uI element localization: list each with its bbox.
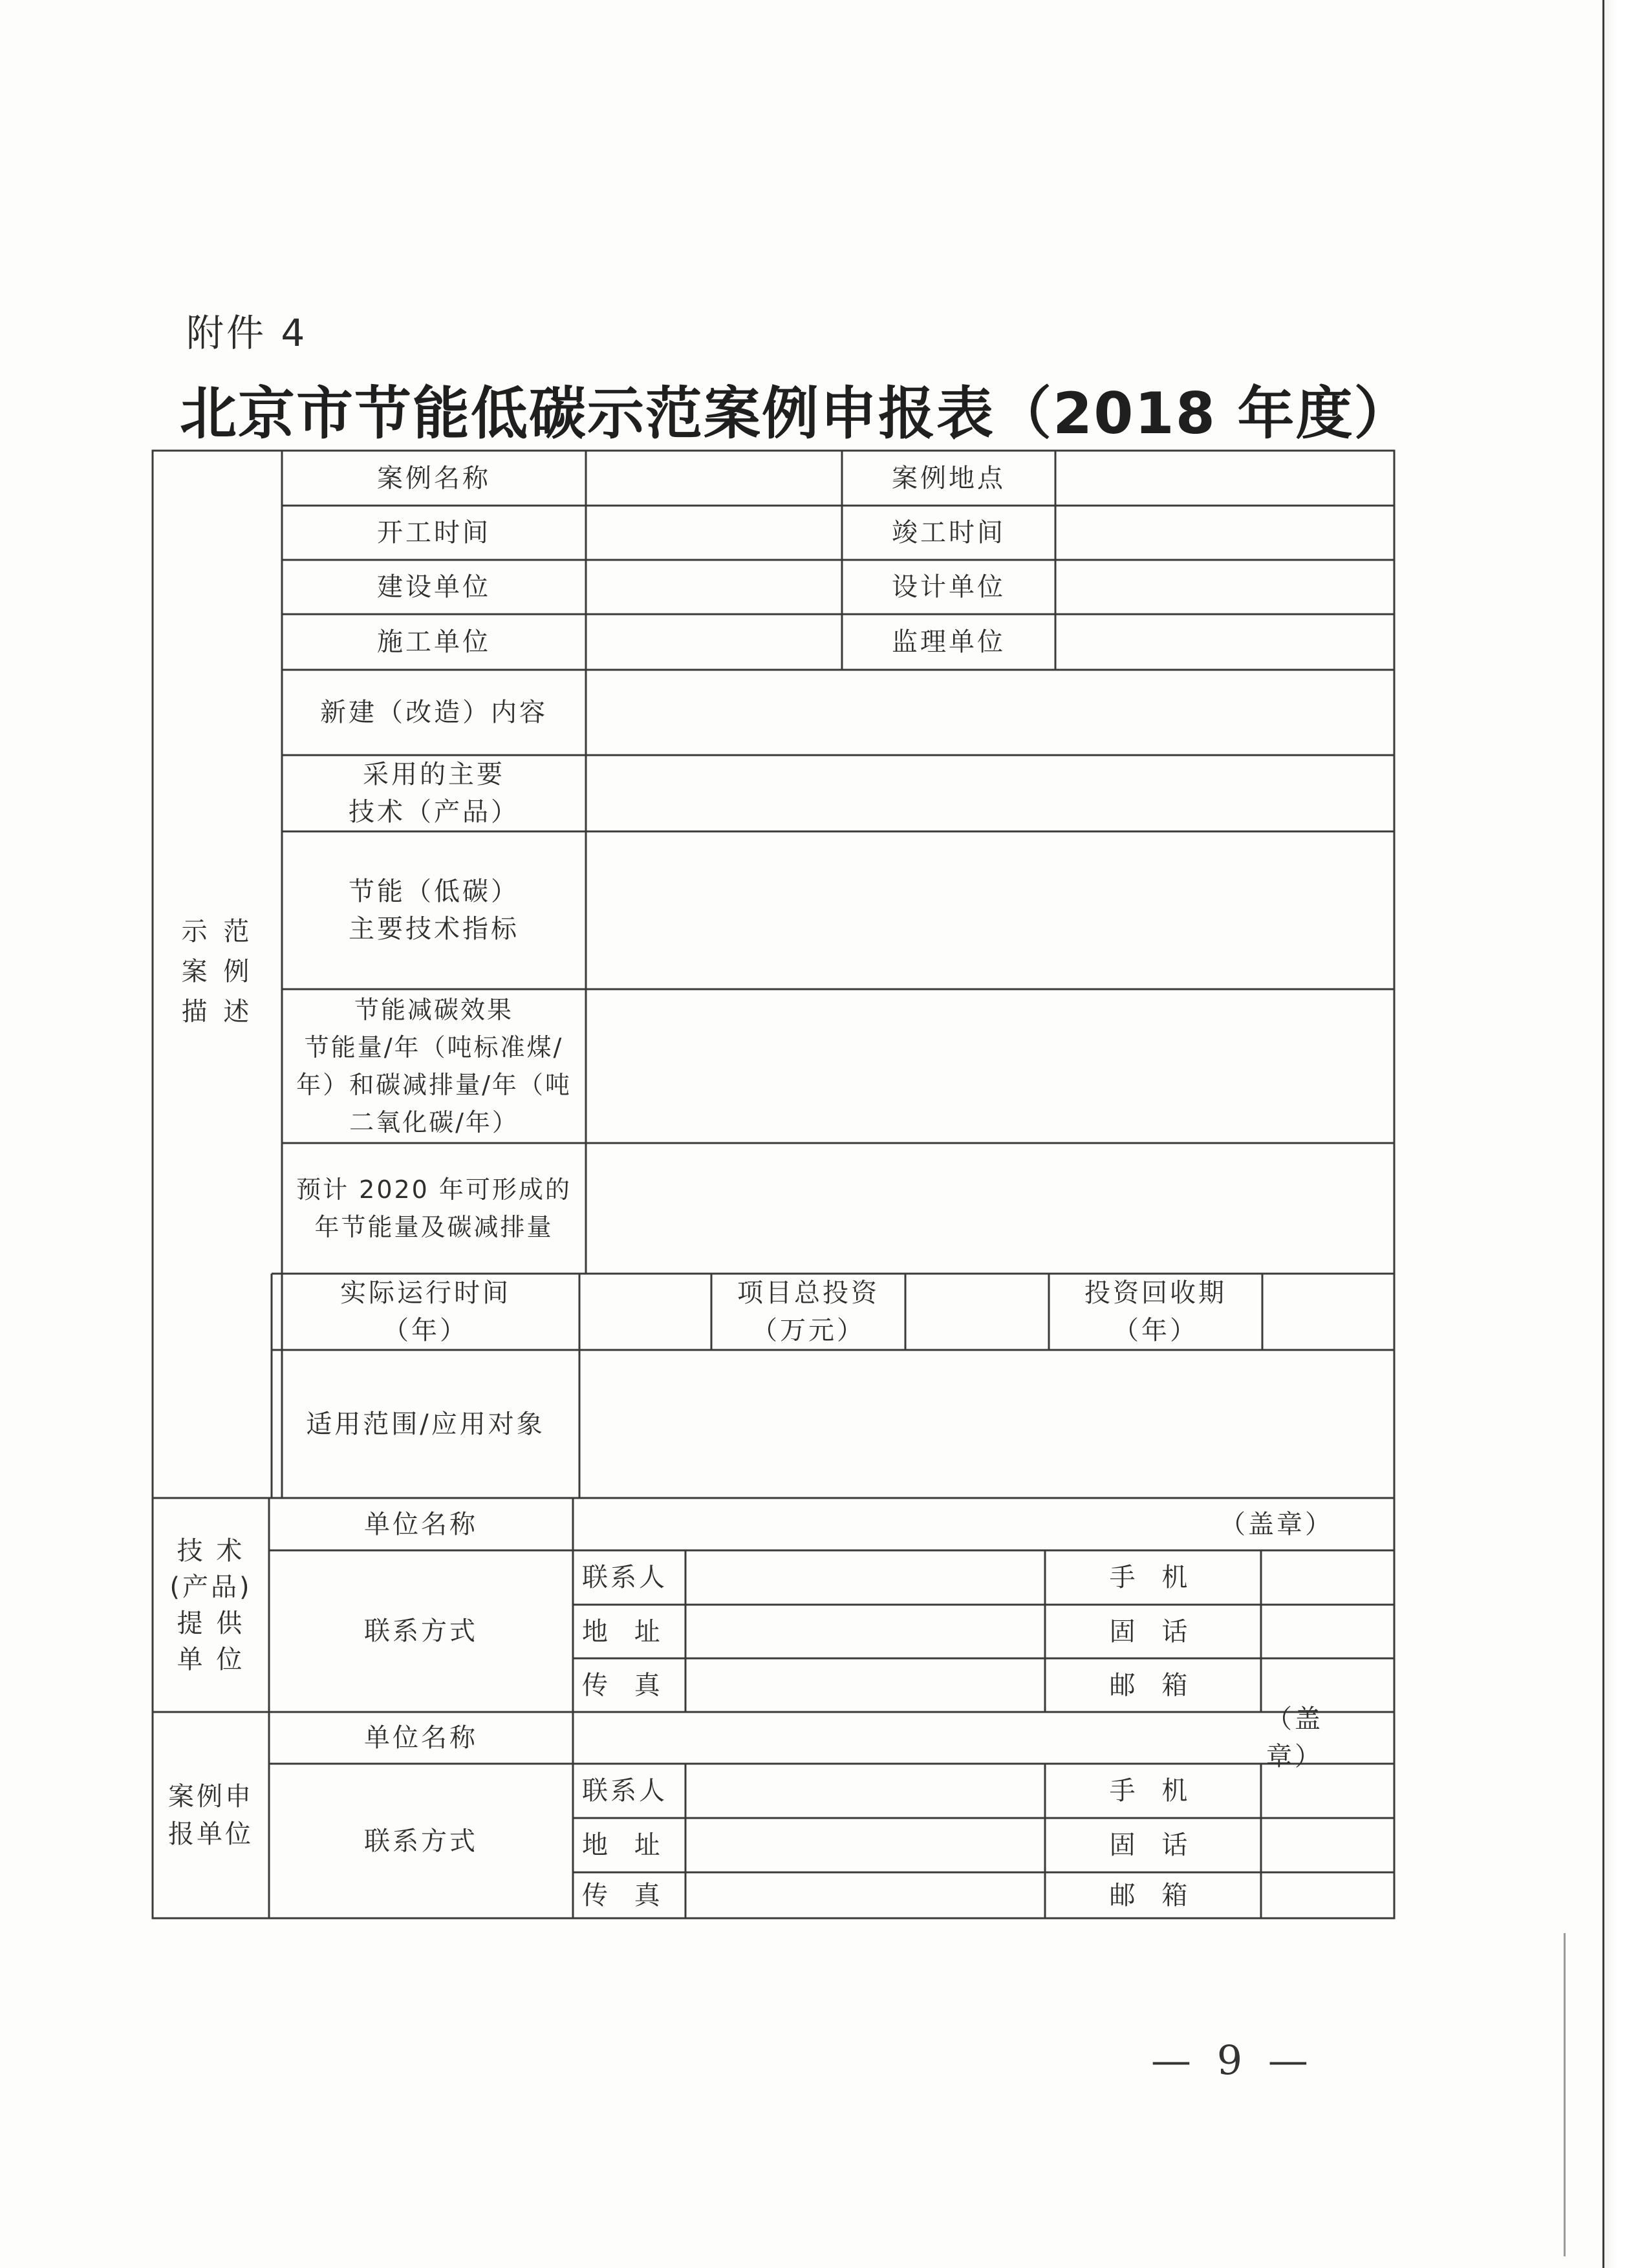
applicant-address-field[interactable]	[685, 1818, 1045, 1872]
builder-unit-field[interactable]	[586, 614, 842, 670]
applicant-address-label: 地 址	[582, 1830, 669, 1860]
provider-unit-name-label: 单位名称	[364, 1509, 478, 1539]
content-field[interactable]	[586, 670, 1394, 755]
provider-contact-label: 联系方式	[364, 1616, 478, 1646]
provider-address-label: 地 址	[582, 1616, 669, 1647]
runtime-field[interactable]	[579, 1274, 711, 1350]
applicant-mobile-field[interactable]	[1261, 1764, 1394, 1818]
main-tech-field[interactable]	[586, 755, 1394, 831]
provider-address-field[interactable]	[685, 1605, 1045, 1658]
scope-field[interactable]	[579, 1350, 1394, 1498]
effect-label: 节能减碳效果 节能量/年（吨标准煤/ 年）和碳减排量/年（吨 二氧化碳/年）	[296, 996, 572, 1137]
effect-field[interactable]	[586, 989, 1394, 1143]
provider-phone-field[interactable]	[1261, 1605, 1394, 1658]
provider-contact-person-label: 联系人	[582, 1563, 667, 1592]
case-name-label: 案例名称	[377, 463, 491, 493]
description-section-label: 示 范 案 例 描 述	[181, 917, 253, 1027]
forecast-label: 预计 2020 年可形成的 年节能量及碳减排量	[296, 1175, 572, 1241]
applicant-contact-person-label: 联系人	[582, 1776, 667, 1806]
applicant-fax-label: 传 真	[582, 1880, 669, 1910]
provider-phone-label: 固 话	[1109, 1616, 1197, 1647]
applicant-unit-name-label: 单位名称	[364, 1723, 478, 1753]
applicant-stamp-label: （盖章）	[1266, 1704, 1323, 1771]
design-unit-label: 设计单位	[892, 572, 1006, 602]
provider-mobile-label: 手 机	[1109, 1563, 1197, 1592]
case-location-field[interactable]	[1055, 451, 1394, 506]
provider-mobile-field[interactable]	[1261, 1550, 1394, 1605]
construction-unit-field[interactable]	[586, 560, 842, 614]
page-number: — 9 —	[1151, 2037, 1315, 2084]
supervision-unit-label: 监理单位	[892, 627, 1006, 657]
applicant-mobile-label: 手 机	[1109, 1776, 1197, 1806]
applicant-phone-label: 固 话	[1109, 1830, 1197, 1860]
main-tech-label: 采用的主要 技术（产品）	[349, 760, 519, 827]
payback-label: 投资回收期 （年）	[1084, 1278, 1227, 1345]
provider-fax-field[interactable]	[685, 1658, 1045, 1712]
document-title: 北京市节能低碳示范案例申报表（2018 年度）	[180, 380, 1412, 447]
case-name-field[interactable]	[586, 451, 842, 506]
completion-time-label: 竣工时间	[892, 518, 1006, 548]
applicant-section-label: 案例申 报单位	[168, 1781, 253, 1849]
start-time-field[interactable]	[586, 506, 842, 560]
supervision-unit-field[interactable]	[1055, 614, 1394, 670]
provider-fax-label: 传 真	[582, 1670, 669, 1700]
construction-unit-label: 建设单位	[377, 572, 491, 602]
annex-label: 附件 4	[186, 311, 308, 355]
start-time-label: 开工时间	[377, 518, 491, 548]
tech-provider-section-label: 技 术 (产品) 提 供 单 位	[169, 1535, 252, 1674]
applicant-contact-label: 联系方式	[364, 1826, 478, 1856]
investment-label: 项目总投资 （万元）	[737, 1278, 879, 1345]
runtime-label: 实际运行时间 （年）	[340, 1278, 511, 1345]
provider-stamp-label: （盖章）	[1220, 1509, 1333, 1539]
provider-email-label: 邮 箱	[1109, 1670, 1197, 1700]
applicant-fax-field[interactable]	[685, 1872, 1045, 1918]
applicant-contact-person-field[interactable]	[685, 1764, 1045, 1818]
indicators-label: 节能（低碳） 主要技术指标	[349, 877, 519, 944]
applicant-email-field[interactable]	[1261, 1872, 1394, 1918]
design-unit-field[interactable]	[1055, 560, 1394, 614]
scope-label: 适用范围/应用对象	[306, 1409, 545, 1439]
builder-unit-label: 施工单位	[377, 627, 491, 657]
indicators-field[interactable]	[586, 831, 1394, 989]
content-label: 新建（改造）内容	[320, 698, 548, 727]
applicant-phone-field[interactable]	[1261, 1818, 1394, 1872]
payback-field[interactable]	[1262, 1274, 1394, 1350]
provider-unit-name-field[interactable]	[573, 1498, 1220, 1550]
investment-field[interactable]	[905, 1274, 1049, 1350]
applicant-unit-name-field[interactable]	[573, 1712, 1226, 1764]
case-location-label: 案例地点	[892, 463, 1006, 493]
applicant-email-label: 邮 箱	[1109, 1880, 1197, 1910]
completion-time-field[interactable]	[1055, 506, 1394, 560]
forecast-field[interactable]	[586, 1143, 1394, 1274]
provider-contact-person-field[interactable]	[685, 1550, 1045, 1605]
